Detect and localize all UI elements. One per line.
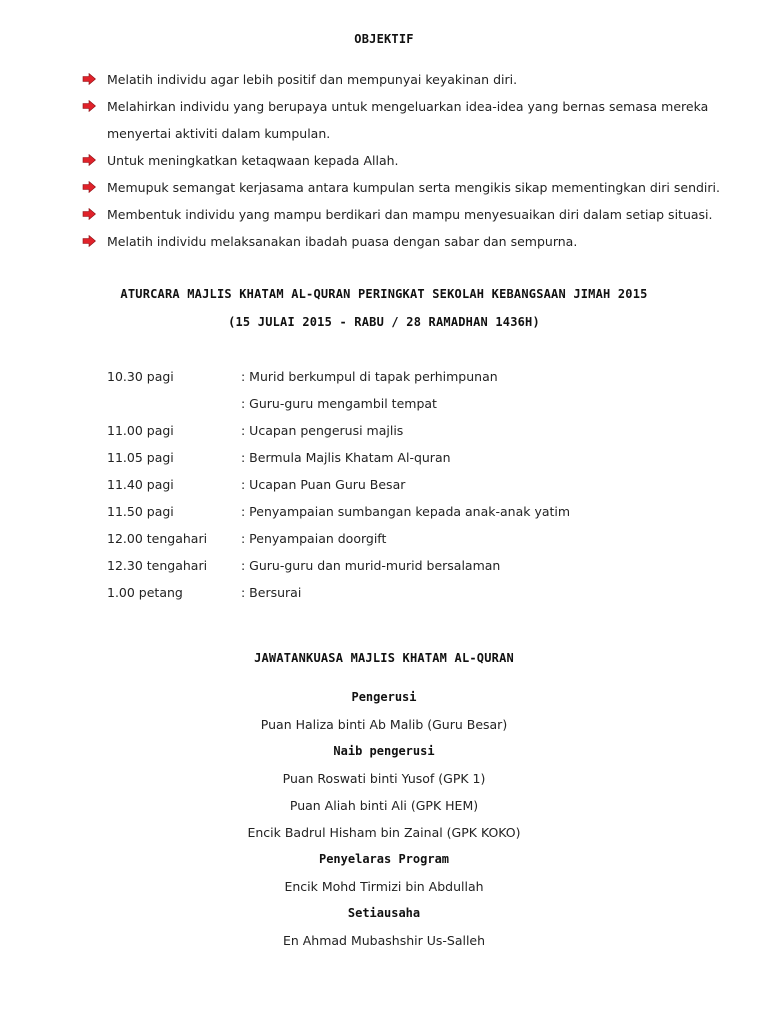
schedule-time: 11.50 pagi <box>107 504 174 519</box>
objective-item-text: Melahirkan individu yang berupaya untuk mengeluarkan idea-idea yang bernas semasa mereka menyertai aktiviti dalam kumpulan. <box>107 99 709 141</box>
objective-item-text: Melatih individu agar lebih positif dan mempunyai keyakinan diri. <box>107 72 518 87</box>
schedule-row <box>107 579 667 606</box>
red-arrow-icon <box>82 154 96 166</box>
committee-role: Pengerusi <box>351 690 417 704</box>
committee-member: Puan Roswati binti Yusof (GPK 1) <box>282 771 486 786</box>
committee-member: Encik Badrul Hisham bin Zainal (GPK KOKO) <box>247 825 521 840</box>
schedule-row <box>107 417 667 444</box>
committee-member: Puan Haliza binti Ab Malib (Guru Besar) <box>260 717 508 732</box>
schedule-description: : Ucapan Puan Guru Besar <box>241 477 406 492</box>
schedule-row <box>107 390 667 417</box>
objective-item <box>82 174 732 201</box>
objective-item-text: Memupuk semangat kerjasama antara kumpulan serta mengikis sikap mementingkan diri sendiri. <box>107 180 720 195</box>
schedule-row <box>107 363 667 390</box>
committee-member: Encik Mohd Tirmizi bin Abdullah <box>284 879 484 894</box>
red-arrow-icon <box>82 208 96 220</box>
schedule-time: 12.30 tengahari <box>107 558 208 573</box>
red-arrow-icon <box>82 100 96 112</box>
schedule-time: 11.05 pagi <box>107 450 174 465</box>
schedule-title: ATURCARA MAJLIS KHATAM AL-QURAN PERINGKAT SEKOLAH KEBANGSAAN JIMAH 2015 <box>120 287 648 301</box>
committee-list <box>0 684 768 954</box>
schedule-time: 12.00 tengahari <box>107 531 208 546</box>
committee-role: Naib pengerusi <box>333 744 435 758</box>
objective-item <box>82 228 732 255</box>
schedule-row <box>107 471 667 498</box>
schedule-description: : Penyampaian doorgift <box>241 531 387 546</box>
schedule-description: : Guru-guru dan murid-murid bersalaman <box>241 558 501 573</box>
objective-item <box>82 93 732 147</box>
schedule-time: 11.40 pagi <box>107 477 174 492</box>
committee-member: Puan Aliah binti Ali (GPK HEM) <box>289 798 479 813</box>
objective-heading: OBJEKTIF <box>354 32 414 46</box>
objective-list <box>82 66 732 255</box>
schedule-time: 11.00 pagi <box>107 423 174 438</box>
committee-member: En Ahmad Mubashshir Us-Salleh <box>282 933 486 948</box>
objective-item-text: Melatih individu melaksanakan ibadah puasa dengan sabar dan sempurna. <box>107 234 578 249</box>
schedule-description: : Penyampaian sumbangan kepada anak-anak yatim <box>241 504 571 519</box>
objective-item <box>82 201 732 228</box>
red-arrow-icon <box>82 235 96 247</box>
objective-item-text: Membentuk individu yang mampu berdikari dan mampu menyesuaikan diri dalam setiap situasi. <box>107 207 713 222</box>
schedule-row <box>107 444 667 471</box>
schedule-time: 10.30 pagi <box>107 369 174 384</box>
objective-item <box>82 66 732 93</box>
schedule-row <box>107 498 667 525</box>
schedule-row <box>107 525 667 552</box>
objective-item-text: Untuk meningkatkan ketaqwaan kepada Allah. <box>107 153 399 168</box>
committee-role: Setiausaha <box>347 906 421 920</box>
schedule-description: : Guru-guru mengambil tempat <box>241 396 437 411</box>
red-arrow-icon <box>82 73 96 85</box>
schedule-table <box>107 363 667 606</box>
objective-item <box>82 147 732 174</box>
schedule-subtitle: (15 JULAI 2015 - RABU / 28 RAMADHAN 1436H) <box>228 315 540 329</box>
committee-role: Penyelaras Program <box>318 852 450 866</box>
red-arrow-icon <box>82 181 96 193</box>
schedule-description: : Ucapan pengerusi majlis <box>241 423 404 438</box>
schedule-description: : Bersurai <box>241 585 302 600</box>
committee-title: JAWATANKUASA MAJLIS KHATAM AL-QURAN <box>254 651 514 665</box>
schedule-description: : Bermula Majlis Khatam Al-quran <box>241 450 451 465</box>
schedule-description: : Murid berkumpul di tapak perhimpunan <box>241 369 498 384</box>
schedule-row <box>107 552 667 579</box>
schedule-time: 1.00 petang <box>107 585 183 600</box>
